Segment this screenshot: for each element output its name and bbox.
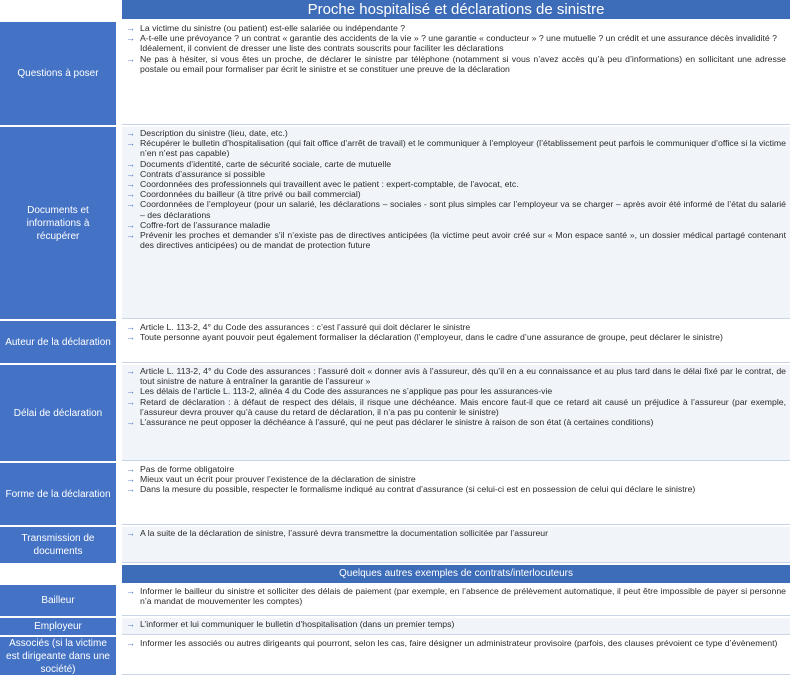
- list-item: [126, 484, 786, 494]
- arrow-right-icon: →: [126, 53, 135, 64]
- arrow-right-icon: →: [126, 199, 135, 210]
- row-content: [122, 463, 790, 525]
- list-item-text: Ne pas à hésiter, si vous êtes un proche, de déclarer le sinistre par téléphone (notamment si vous n’avez accès qu’à peu d’informations) en sollicitant une adresse postale ou email pour formaliser par écrit le sinistre et se constituer une preuve de la déclaration: [140, 53, 786, 74]
- list-item: [126, 220, 786, 230]
- row-content: [122, 618, 790, 635]
- list-item: [126, 366, 786, 386]
- list-item-text: A la suite de la déclaration de sinistre, l’assuré devra transmettre la documentation sollicitée par l’assureur: [140, 528, 549, 538]
- arrow-right-icon: →: [126, 474, 135, 485]
- page-title: Proche hospitalisé et déclarations de sinistre: [122, 0, 790, 19]
- list-item-text: Article L. 113-2, 4° du Code des assurances : l’assuré doit « donner avis à l’assureur, dès qu’il en a eu connaissance et au plus tard dans le délai fixé par le contrat, de tout sinistre de nature à entraîner la garantie de l’assureur »: [140, 366, 786, 387]
- list-item-text: Coffre-fort de l’assurance maladie: [140, 219, 271, 230]
- list-item: [126, 397, 786, 417]
- list-item: [126, 199, 786, 219]
- list-item-text: Article L. 113-2, 4° du Code des assurances : c’est l’assuré qui doit déclarer le sinistre: [140, 322, 471, 332]
- table-row-employeur: [0, 618, 790, 635]
- list-item: [126, 189, 786, 199]
- list-item-text: Informer les associés ou autres dirigeants qui pourront, selon les cas, faire désigner un administrateur provisoire (parfois, des clauses prévoient ce type d’évènement): [140, 638, 778, 648]
- list-item-text: Mieux vaut un écrit pour prouver l’existence de la déclaration de sinistre: [140, 474, 416, 485]
- arrow-right-icon: →: [126, 168, 135, 179]
- arrow-right-icon: →: [126, 638, 135, 648]
- arrow-right-icon: →: [126, 23, 135, 33]
- list-item: [126, 230, 786, 250]
- list-item: [126, 586, 786, 606]
- list-item-text: Informer le bailleur du sinistre et solliciter des délais de paiement (par exemple, en l’absence de prélèvement automatique, il peut être impossible de payer si personne n’a mandat de mouvementer les comptes): [140, 586, 786, 607]
- row-label: Documents et informations à récupérer: [0, 127, 116, 319]
- row-label: Bailleur: [0, 585, 116, 616]
- arrow-right-icon: →: [126, 128, 135, 138]
- arrow-right-icon: →: [126, 322, 135, 332]
- arrow-right-icon: →: [126, 138, 135, 149]
- row-content: [122, 365, 790, 461]
- row-label: Forme de la déclaration: [0, 463, 116, 525]
- table-row-questions-a-poser: [0, 22, 790, 125]
- arrow-right-icon: →: [126, 179, 135, 190]
- table-row-documents-et-informations-a-recuperer: [0, 127, 790, 319]
- row-content: [122, 127, 790, 319]
- list-item: [126, 169, 786, 179]
- row-content: [122, 585, 790, 616]
- list-item-text: La victime du sinistre (ou patient) est-elle salariée ou indépendante ?: [140, 23, 406, 33]
- row-content: [122, 22, 790, 125]
- list-item-text: Coordonnées des professionnels qui travaillent avec le patient : expert-comptable, de l’avocat, etc.: [140, 179, 519, 190]
- arrow-right-icon: →: [126, 528, 135, 538]
- list-item: [126, 417, 786, 427]
- list-item: [126, 179, 786, 189]
- arrow-right-icon: →: [126, 332, 135, 343]
- row-label: Questions à poser: [0, 22, 116, 125]
- list-item-text: Les délais de l’article L. 113-2, alinéa 4 du Code des assurances ne s’applique pas pour les assurances-vie: [140, 386, 553, 397]
- arrow-right-icon: →: [126, 219, 135, 230]
- arrow-right-icon: →: [126, 619, 135, 629]
- list-item: [126, 386, 786, 396]
- row-label: Associés (si la victime est dirigeante dans une société): [0, 637, 116, 675]
- table-row-auteur-de-la-declaration: [0, 321, 790, 363]
- section-title: Quelques autres exemples de contrats/interlocuteurs: [122, 565, 790, 583]
- row-content: [122, 527, 790, 563]
- list-item: [126, 322, 786, 332]
- list-item-text: Idéalement, il convient de dresser une liste des contrats souscrits pour faciliter les déclarations: [140, 43, 504, 54]
- list-item: [126, 159, 786, 169]
- row-label: Auteur de la déclaration: [0, 321, 116, 363]
- list-item: [126, 128, 786, 138]
- list-item: [126, 138, 786, 158]
- list-item: [126, 474, 786, 484]
- table-row-delai-de-declaration: [0, 365, 790, 461]
- arrow-right-icon: →: [126, 158, 135, 169]
- arrow-right-icon: →: [126, 189, 135, 200]
- list-item-text: L’assurance ne peut opposer la déchéance à l’assuré, qui ne peut pas déclarer le sinistre à raison de son état (à certaines conditions): [140, 417, 654, 428]
- list-item-text: Coordonnées de l’employeur (pour un salarié, les déclarations – sociales - sont plus simples car l’employeur va se charger – après avoir été informé de l’état du salarié – des déclarations: [140, 199, 786, 220]
- list-item-text: Toute personne ayant pouvoir peut également formaliser la déclaration (l’employeur, dans le cadre d’une assurance de groupe, peut déclarer le sinistre): [140, 332, 723, 343]
- list-item-text: Contrats d’assurance si possible: [140, 168, 266, 179]
- list-item-text: Pas de forme obligatoire: [140, 464, 235, 474]
- table-row-associes-si-la-victime-est-dirigeante-da: [0, 637, 790, 675]
- list-item-text: A-t-elle une prévoyance ? un contrat « garantie des accidents de la vie » ? une garantie « conducteur » ? une mutuelle ? un crédit et une assurance décès invalidité ?: [140, 33, 778, 44]
- arrow-right-icon: →: [126, 230, 135, 241]
- arrow-right-icon: →: [126, 366, 135, 376]
- list-item-text: Coordonnées du bailleur (à titre privé ou bail commercial): [140, 189, 361, 200]
- arrow-right-icon: →: [126, 33, 135, 44]
- list-item: [126, 332, 786, 342]
- table-row-bailleur: [0, 585, 790, 616]
- list-item-text: Documents d’identité, carte de sécurité sociale, carte de mutuelle: [140, 158, 392, 169]
- list-item-text: Dans la mesure du possible, respecter le formalisme indiqué au contrat d’assurance (si celui-ci est en possession de celui qui déclare le sinistre): [140, 484, 696, 495]
- list-item: [126, 43, 786, 53]
- list-item: [126, 33, 786, 43]
- arrow-right-icon: →: [126, 586, 135, 596]
- table-row-transmission-de-documents: [0, 527, 790, 563]
- arrow-right-icon: →: [126, 386, 135, 397]
- arrow-right-icon: →: [126, 484, 135, 495]
- row-content: [122, 637, 790, 675]
- list-item-text: Prévenir les proches et demander s’il n’existe pas de directives anticipées (la victime peut avoir créé sur « Mon espace santé », un dossier médical partagé contenant des directives anticipées) ou de mandat de protection future: [140, 230, 786, 251]
- list-item: [126, 54, 786, 74]
- list-item: [126, 619, 786, 629]
- row-label: Employeur: [0, 618, 116, 635]
- list-item: [126, 638, 786, 648]
- row-label: Transmission de documents: [0, 527, 116, 563]
- list-item: [126, 528, 786, 538]
- arrow-right-icon: →: [126, 417, 135, 428]
- list-item: [126, 464, 786, 474]
- list-item-text: Description du sinistre (lieu, date, etc.): [140, 128, 288, 138]
- arrow-right-icon: →: [126, 464, 135, 474]
- table-row-forme-de-la-declaration: [0, 463, 790, 525]
- arrow-right-icon: →: [126, 396, 135, 407]
- list-item-text: Récupérer le bulletin d’hospitalisation (qui fait office d’arrêt de travail) et le communiquer à l’employeur (l’établissement peut parfois le communiquer d’office si la victime n’en n’est pas capable): [140, 138, 786, 159]
- row-label: Délai de déclaration: [0, 365, 116, 461]
- list-item-text: Retard de déclaration : à défaut de respect des délais, il risque une déchéance. Mais encore faut-il que ce retard ait causé un préjudice à l’assureur (par exemple, l’assureur devra prouver qu’à cause du retard de déclaration, il n’a pas pu contenir le sinistre): [140, 396, 786, 417]
- list-item-text: L’informer et lui communiquer le bulletin d’hospitalisation (dans un premier temps): [140, 619, 455, 629]
- row-content: [122, 321, 790, 363]
- list-item: [126, 23, 786, 33]
